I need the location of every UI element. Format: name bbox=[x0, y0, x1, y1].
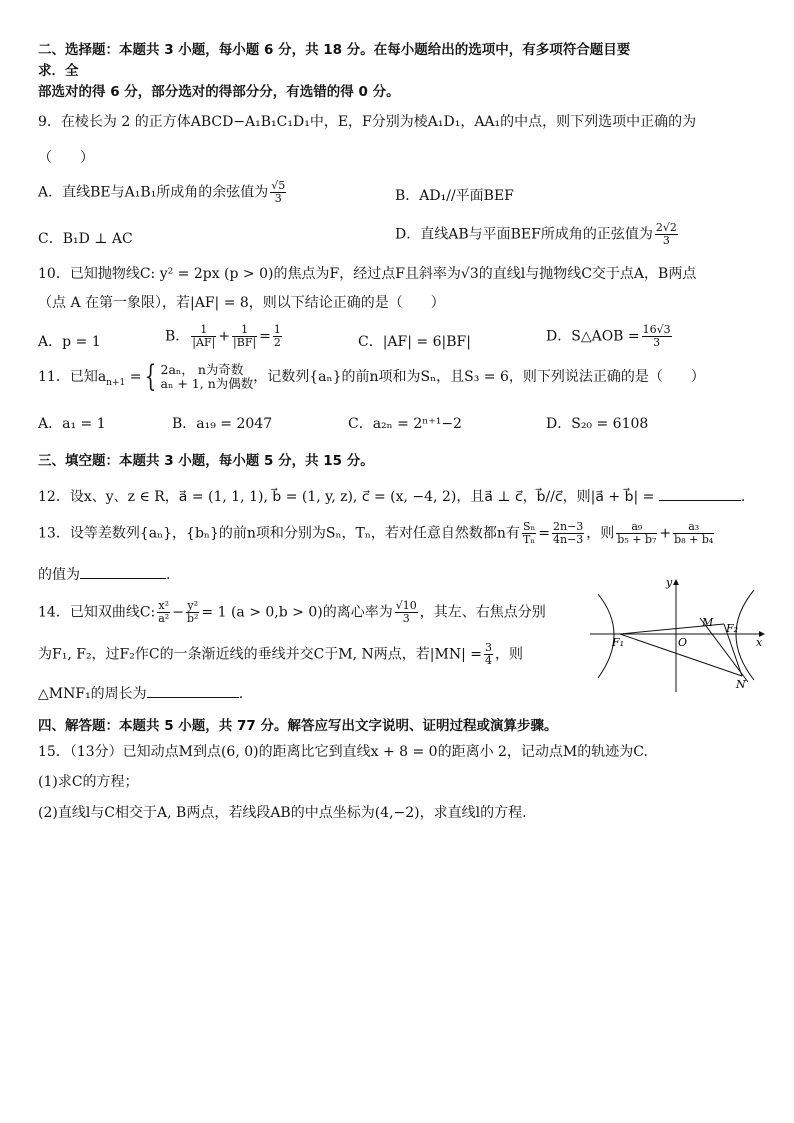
q10-option-c: C．|AF| = 6|BF| bbox=[358, 334, 471, 350]
q10-option-b-plus: + bbox=[218, 328, 231, 345]
q9-option-d-fraction bbox=[655, 222, 678, 247]
section-2-heading-line2: 求．全 bbox=[38, 63, 79, 79]
q14-frac1-num: x² bbox=[158, 599, 170, 612]
fig-label-n: N bbox=[736, 678, 746, 691]
q14-line2b: ，则 bbox=[495, 646, 523, 663]
q11-post: ，记数列{aₙ}的前n项和为Sₙ，且S₃ = 6，则下列说法正确的是（ ） bbox=[253, 369, 705, 385]
q14-post1: ，其左、右焦点分别 bbox=[419, 604, 546, 621]
q14-hyperbola-figure bbox=[590, 578, 768, 693]
q14-frac4 bbox=[484, 642, 493, 667]
section-2-heading-line1: 二、选择题：本题共 3 小题，每小题 6 分，共 18 分。在每小题给出的选项中，有多项符合题目要 bbox=[38, 42, 631, 58]
q13-line2 bbox=[38, 564, 170, 585]
q13-frac4-den: b₈ + b₄ bbox=[674, 533, 714, 546]
q10-option-b-frac1-den: |AF| bbox=[192, 336, 216, 349]
q10-option-a: A．p = 1 bbox=[38, 334, 101, 350]
q13-frac3 bbox=[616, 521, 657, 546]
q11-eq: = bbox=[125, 369, 142, 385]
q14-frac1-den: a² bbox=[158, 612, 170, 625]
q11-cases bbox=[161, 363, 254, 391]
q11-pre: 11．已知a bbox=[38, 369, 107, 385]
q14-frac2-num: y² bbox=[187, 599, 198, 612]
q11-option-b: B．a₁₉ = 2047 bbox=[172, 416, 273, 432]
q13-frac4-num: a₃ bbox=[673, 521, 714, 534]
q14-frac2 bbox=[186, 600, 199, 625]
q11-brace: { bbox=[145, 359, 157, 394]
q11-stem bbox=[38, 359, 705, 394]
q14-frac4-num: 3 bbox=[485, 641, 492, 654]
q15-stem: 15．（13分）已知动点M到点(6, 0)的距离比它到直线x + 8 = 0的距离小 2，记动点M的轨迹为C. bbox=[38, 744, 648, 760]
q13-frac2-num: 2n−3 bbox=[552, 520, 584, 533]
q12-text: 12．设x、y、z ∈ R，a⃗ = (1, 1, 1), b⃗ = (1, y, z), c⃗ = (x, −4, 2)，且a⃗ ⊥ c⃗，b⃗//c⃗，则|a⃗ + b⃗| = bbox=[38, 489, 659, 505]
q9-option-d-text: D．直线AB与平面BEF所成角的正弦值为 bbox=[395, 226, 653, 243]
q14-end: . bbox=[238, 686, 244, 702]
q10-option-b-frac3-den: 2 bbox=[273, 336, 281, 349]
q9-option-a-text: A．直线BE与A₁B₁所成角的余弦值为 bbox=[38, 184, 269, 201]
q10-option-b-frac2 bbox=[232, 324, 257, 349]
fig-label-m: M bbox=[702, 616, 714, 629]
q10-stem-line2: （点 A 在第一象限），若|AF| = 8，则以下结论正确的是（ ） bbox=[38, 295, 445, 311]
q14-pre: 14．已知双曲线C: bbox=[38, 604, 156, 621]
q13-stem bbox=[38, 521, 716, 546]
q11-option-d: D．S₂₀ = 6108 bbox=[546, 416, 649, 432]
q13-eq: = bbox=[538, 525, 550, 542]
q10-option-d-text: D．S△AOB = bbox=[546, 328, 640, 345]
q10-option-b-frac2-num: 1 bbox=[232, 324, 257, 337]
fig-label-x: x bbox=[756, 636, 763, 649]
fig-label-o: O bbox=[678, 636, 688, 649]
q11-option-c: C．a₂ₙ = 2ⁿ⁺¹−2 bbox=[348, 416, 462, 432]
q14-stem-line2 bbox=[38, 642, 523, 667]
q10-option-b-frac1 bbox=[191, 324, 216, 349]
q13-frac2-den: 4n−3 bbox=[552, 533, 584, 546]
q13-frac1 bbox=[522, 521, 536, 546]
fig-label-f2: F₂ bbox=[726, 622, 739, 635]
q11-sub: n+1 bbox=[106, 377, 126, 388]
q14-frac3-den: 3 bbox=[402, 612, 410, 625]
q10-option-b-frac3-num: 1 bbox=[273, 323, 281, 336]
q9-option-d-num: 2√2 bbox=[655, 221, 677, 234]
q10-option-b bbox=[165, 324, 284, 349]
q10-option-d-fraction bbox=[642, 324, 672, 349]
q9-stem: 9．在棱长为 2 的正方体ABCD−A₁B₁C₁D₁中，E，F分别为棱A₁D₁，AA₁的中点，则下列选项中正确的为 bbox=[38, 114, 697, 130]
q13-frac4 bbox=[673, 521, 714, 546]
q9-option-c: C．B₁D ⊥ AC bbox=[38, 231, 133, 247]
q13-mid: ，则 bbox=[586, 525, 615, 542]
q13-line2-text: 的值为 bbox=[38, 567, 80, 583]
q9-option-a-num: √5 bbox=[271, 179, 286, 192]
q14-stem-line1 bbox=[38, 600, 546, 625]
q14-line2a: 为F₁, F₂，过F₂作C的一条渐近线的垂线并交C于M, N两点，若|MN| = bbox=[38, 646, 482, 663]
q13-pre: 13．设等差数列{aₙ}，{bₙ}的前n项和分别为Sₙ，Tₙ，若对任意自然数都n有 bbox=[38, 525, 520, 542]
q15-part2: (2)直线l与C相交于A, B两点，若线段AB的中点坐标为(4,−2)，求直线l的方程. bbox=[38, 805, 527, 821]
section-2-heading-line3: 部选对的得 6 分，部分选对的得部分分，有选错的得 0 分。 bbox=[38, 84, 400, 100]
q10-option-d-den: 3 bbox=[653, 336, 661, 349]
q14-frac4-den: 4 bbox=[485, 654, 492, 667]
q13-frac2 bbox=[552, 521, 584, 546]
q14-line3-text: △MNF₁的周长为 bbox=[38, 686, 147, 702]
q9-option-a bbox=[38, 180, 288, 205]
q11-case-1: 2aₙ， n为奇数 bbox=[160, 362, 244, 377]
q14-cond: = 1 (a > 0,b > 0)的离心率为 bbox=[201, 604, 393, 621]
q13-frac1-num: Sₙ bbox=[522, 520, 536, 533]
q9-paren: （ ） bbox=[38, 150, 94, 166]
q13-frac3-num: a₉ bbox=[616, 521, 657, 534]
q13-plus: + bbox=[659, 525, 672, 542]
q10-option-b-frac2-den: |BF| bbox=[233, 336, 257, 349]
q10-stem-line1: 10．已知抛物线C: y² = 2px (p > 0)的焦点为F，经过点F且斜率为√3的直线l与抛物线C交于点A，B两点 bbox=[38, 266, 697, 282]
q9-option-b: B．AD₁//平面BEF bbox=[395, 188, 514, 204]
q10-option-d-num: 16√3 bbox=[642, 323, 671, 336]
q14-frac2-den: b² bbox=[186, 612, 199, 625]
q9-option-d-den: 3 bbox=[662, 234, 670, 247]
q11-case-2: aₙ + 1, n为偶数 bbox=[160, 376, 254, 391]
q14-stem-line3 bbox=[38, 683, 243, 704]
q10-option-b-eq: = bbox=[259, 328, 271, 345]
fig-label-f1: F₁ bbox=[612, 636, 625, 649]
q13-frac3-den: b₅ + b₇ bbox=[617, 533, 657, 546]
q14-frac1 bbox=[157, 600, 170, 625]
fig-label-y: y bbox=[666, 578, 673, 589]
q12-end: . bbox=[740, 489, 746, 505]
q12-stem bbox=[38, 486, 745, 507]
q9-option-a-den: 3 bbox=[274, 192, 282, 205]
q14-frac3 bbox=[395, 600, 418, 625]
q11-option-a: A．a₁ = 1 bbox=[38, 416, 106, 432]
q9-option-d bbox=[395, 222, 680, 247]
q12-answer-blank bbox=[659, 486, 741, 501]
q14-minus: − bbox=[172, 604, 184, 621]
q15-part1: (1)求C的方程； bbox=[38, 774, 139, 790]
q10-option-d bbox=[546, 324, 674, 349]
q10-option-b-frac1-num: 1 bbox=[191, 324, 216, 337]
q9-option-a-fraction bbox=[270, 180, 286, 205]
q10-option-b-frac3 bbox=[273, 324, 282, 349]
q13-end: . bbox=[166, 567, 171, 583]
q10-option-b-label: B． bbox=[165, 328, 190, 345]
q14-answer-blank bbox=[147, 683, 239, 698]
q13-answer-blank bbox=[80, 564, 166, 579]
q14-frac3-num: √10 bbox=[395, 599, 417, 612]
section-3-heading: 三、填空题：本题共 3 小题，每小题 5 分，共 15 分。 bbox=[38, 453, 374, 469]
section-4-heading: 四、解答题：本题共 5 小题，共 77 分。解答应写出文字说明、证明过程或演算步骤。 bbox=[38, 718, 558, 734]
q13-frac1-den: Tₙ bbox=[523, 533, 536, 546]
